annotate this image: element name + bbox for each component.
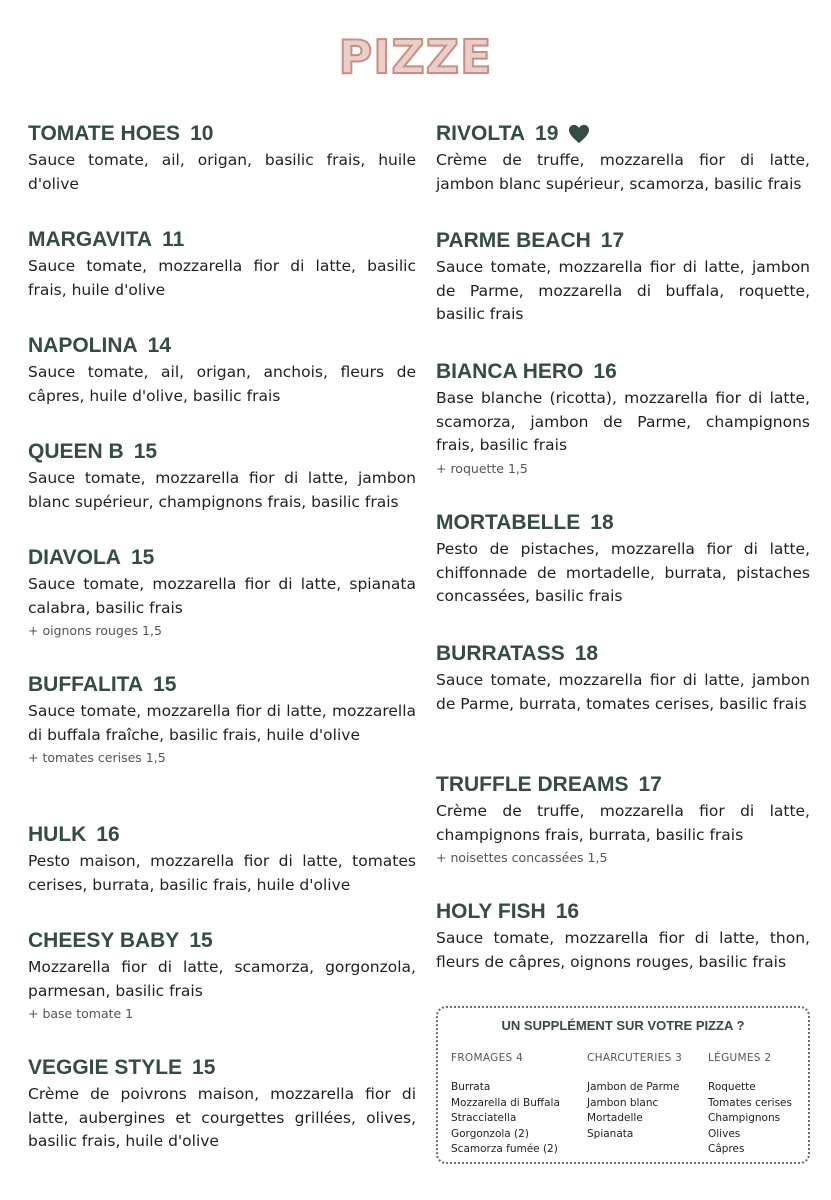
pizza-price: 14 (147, 334, 172, 357)
pizza-description: Sauce tomate, mozzarella fior di latte, jambon de Parme, mozzarella di buffala, roquette, basilic frais (436, 258, 810, 323)
pizza-item (436, 227, 810, 327)
pizza-item (28, 1054, 416, 1154)
pizza-item (28, 671, 416, 768)
supplement-item: Roquette (708, 1081, 756, 1093)
pizza-name: PARME BEACH (436, 229, 591, 252)
pizza-name: NAPOLINA (28, 334, 138, 357)
supplement-item: Jambon de Parme (587, 1081, 680, 1093)
pizza-name: HOLY FISH (436, 900, 546, 923)
pizza-name: HULK (28, 823, 87, 846)
pizza-description: Crème de truffe, mozzarella fior di latte, jambon blanc supérieur, scamorza, basilic frais (436, 151, 810, 193)
pizza-name: CHEESY BABY (28, 929, 180, 952)
pizza-description: Sauce tomate, mozzarella fior di latte, jambon blanc supérieur, champignons frais, basilic frais (28, 469, 416, 511)
pizza-name: BURRATASS (436, 642, 565, 665)
pizza-extra-option: + roquette 1,5 (436, 460, 528, 476)
supplement-item: Mozzarella di Buffala (451, 1096, 560, 1109)
supplement-item: Jambon blanc (587, 1096, 659, 1109)
pizza-item (28, 120, 416, 196)
pizza-price: 15 (189, 929, 213, 952)
pizza-name: DIAVOLA (28, 546, 121, 569)
pizza-name: TRUFFLE DREAMS (436, 773, 629, 796)
pizza-item (28, 544, 416, 641)
pizza-item (436, 358, 810, 479)
pizza-item (436, 509, 810, 609)
pizza-price: 11 (162, 228, 185, 251)
pizza-name: BUFFALITA (28, 673, 144, 696)
pizza-item (436, 898, 810, 974)
supplement-item: Champignons (708, 1112, 781, 1124)
pizza-price: 15 (133, 440, 158, 463)
pizza-price: 15 (153, 673, 177, 696)
heart-icon (568, 124, 590, 144)
pizza-name: BIANCA HERO (436, 360, 584, 383)
supplement-item: Mortadelle (587, 1112, 643, 1124)
supplements-cheese-column (451, 1052, 560, 1158)
pizza-description: Sauce tomate, mozzarella fior di latte, basilic frais, huile d'olive (28, 257, 416, 299)
pizza-item (28, 438, 416, 514)
supplement-item: Stracciatella (451, 1112, 517, 1124)
pizza-description: Sauce tomate, mozzarella fior di latte, thon, fleurs de câpres, oignons rouges, basilic frais (436, 929, 810, 971)
supplement-item: Burrata (451, 1081, 491, 1093)
pizza-description: Sauce tomate, mozzarella fior di latte, jambon de Parme, burrata, tomates cerises, basilic frais (436, 671, 810, 713)
pizza-name: TOMATE HOES (28, 122, 181, 145)
supplements-charcuterie-column (587, 1052, 682, 1142)
pizza-name: MARGAVITA (28, 228, 153, 251)
pizza-price: 19 (535, 122, 559, 145)
pizza-extra-option: + oignons rouges 1,5 (28, 623, 162, 638)
pizza-price: 16 (96, 823, 120, 846)
pizza-item (28, 821, 416, 897)
pizza-description: Sauce tomate, ail, origan, anchois, fleurs de câpres, huile d'olive, basilic frais (28, 363, 416, 405)
pizza-extra-option: + base tomate 1 (28, 1006, 134, 1021)
pizza-price: 15 (130, 546, 155, 569)
supplements-heading: FROMAGES 4 (451, 1052, 524, 1064)
pizza-price: 18 (590, 511, 614, 534)
supplement-item: Olives (708, 1127, 741, 1140)
pizza-item (436, 640, 810, 716)
pizza-description: Sauce tomate, mozzarella fior di latte, spianata calabra, basilic frais (28, 575, 416, 617)
supplement-item: Gorgonzola (2) (451, 1127, 529, 1140)
pizza-price: 16 (593, 360, 617, 383)
pizza-price: 18 (574, 642, 599, 665)
pizza-extra-option: + tomates cerises 1,5 (28, 750, 166, 765)
pizza-description: Mozzarella fior di latte, scamorza, gorgonzola, parmesan, basilic frais (28, 958, 416, 1000)
supplement-item: Spianata (587, 1127, 634, 1140)
pizza-description: Sauce tomate, mozzarella fior di latte, mozzarella di buffala fraîche, basilic frais, huile d'olive (28, 702, 416, 744)
pizza-name: QUEEN B (28, 440, 124, 463)
pizza-item (28, 332, 416, 408)
pizza-name: MORTABELLE (436, 511, 581, 534)
supplements-heading: CHARCUTERIES 3 (587, 1052, 683, 1064)
supplements-box (436, 1006, 810, 1164)
pizza-item (28, 927, 416, 1024)
pizza-price: 15 (192, 1056, 216, 1079)
supplement-item: Câpres (708, 1143, 745, 1155)
pizza-item (436, 120, 810, 196)
pizza-price: 17 (638, 773, 662, 796)
pizza-price: 17 (600, 229, 625, 252)
pizza-extra-option: + noisettes concassées 1,5 (436, 850, 608, 865)
supplements-vegetables-column (708, 1052, 792, 1158)
pizza-description: Pesto de pistaches, mozzarella fior di latte, chiffonnade de mortadelle, burrata, pistaches concassées, basilic frais (436, 540, 810, 605)
supplement-item: Scamorza fumée (2) (451, 1143, 558, 1155)
pizza-description: Sauce tomate, ail, origan, basilic frais, huile d'olive (28, 151, 416, 193)
supplement-item: Tomates cerises (708, 1096, 792, 1109)
pizza-description: Crème de poivrons maison, mozzarella fior di latte, aubergines et courgettes grillées, olives, basilic frais, huile d'olive (28, 1085, 416, 1150)
pizza-description: Crème de truffe, mozzarella fior di latte, champignons frais, burrata, basilic frais (436, 802, 810, 844)
pizza-name: RIVOLTA (436, 122, 526, 145)
pizza-price: 10 (190, 122, 214, 145)
pizza-item (436, 771, 810, 868)
pizza-name: VEGGIE STYLE (28, 1056, 183, 1079)
menu-title: PIZZE (338, 30, 493, 84)
supplements-title: UN SUPPLÉMENT SUR VOTRE PIZZA ? (501, 1018, 745, 1033)
supplements-heading: LÉGUMES 2 (708, 1052, 772, 1064)
pizza-description: Base blanche (ricotta), mozzarella fior di latte, scamorza, jambon de Parme, champignons frais, basilic frais (436, 389, 810, 454)
pizza-item (28, 226, 416, 302)
pizza-price: 16 (555, 900, 580, 923)
pizza-description: Pesto maison, mozzarella fior di latte, tomates cerises, burrata, basilic frais, huile d'olive (28, 852, 416, 894)
